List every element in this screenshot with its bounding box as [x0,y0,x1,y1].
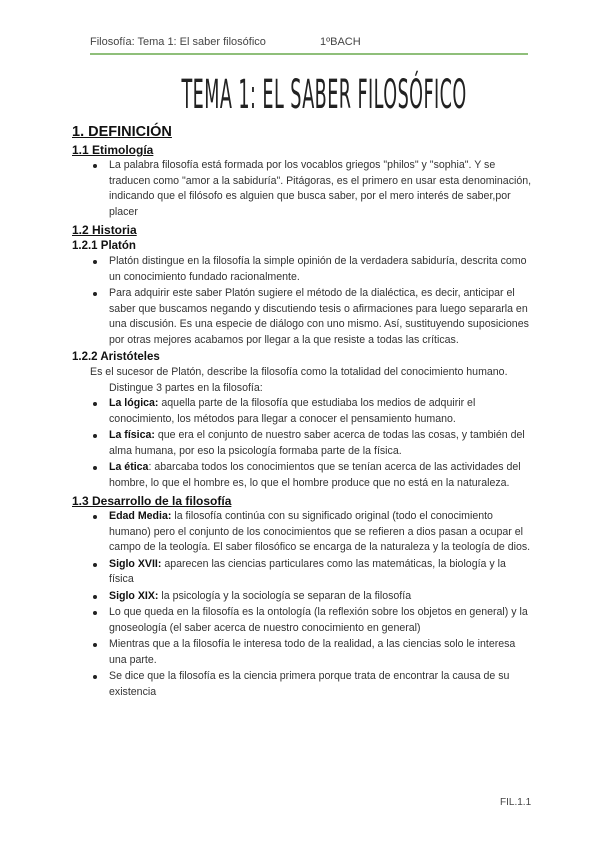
document-title: TEMA 1: EL SABER FILOSÓFICO [181,72,467,118]
subsection-heading-desarrollo: 1.3 Desarrollo de la filosofía [72,494,232,508]
list-item [109,460,532,491]
subsection-heading-aristoteles: 1.2.2 Aristóteles [72,351,160,363]
subsection-heading-platon: 1.2.1 Platón [72,240,136,252]
list-item: Platón distingue en la filosofía la simple opinión de la verdadera sabiduría, descrita como un conocimiento fundado racionalmente. [109,254,532,285]
list-item [109,605,532,636]
term: Siglo XVII: [109,557,162,570]
aristoteles-list [72,396,532,491]
desarrollo-list [72,509,532,700]
header-title: Filosofía: Tema 1: El saber filosófico [90,36,266,48]
page-footer: FIL.1.1 [500,797,532,808]
definition: : abarcaba todos los conocimientos que se tenían acerca de las actividades del hombre, lo que el hombre es, lo que el hombre produce que no está en la naturaleza. [109,461,521,489]
list-item [109,557,532,588]
term: La ética [109,461,149,473]
document-body [72,122,532,701]
list-item [109,396,532,427]
list-item [109,669,532,700]
term: Edad Media: [109,510,172,522]
list-item [109,589,532,605]
definition: Se dice que la filosofía es la ciencia primera porque trata de encontrar la causa de su existencia [109,670,510,698]
term: La lógica: [109,397,159,409]
subsection-heading-historia: 1.2 Historia [72,223,137,237]
section-heading-definicion: 1. DEFINICIÓN [72,124,172,140]
list-item: La palabra filosofía está formada por los vocablos griegos "philos" y "sophia". Y se traducen como "amor a la sabiduría". Pitágoras, es el primero en usar esta denominación, indicando que el filósofo es alguien que busca saber, por el mero interés de saber,por placer [109,158,532,220]
definition: la filosofía continúa con su significado original (todo el conocimiento humano) pero el conjunto de los conocimientos que se refieren a dios pasan a ocupar el campo de la teología. El saber filosófico se encarga de la naturaleza y la teología de dios. [109,510,531,553]
term: La física: [109,429,155,441]
definition: Mientras que a la filosofía le interesa todo de la realidad, a las ciencias solo le interesa una parte. [109,638,516,666]
page-header [90,36,361,48]
definition: Lo que queda en la filosofía es la ontología (la reflexión sobre los objetos en general) y la gnoseología (el saber acerca de nuestro conocimiento en general) [109,606,528,634]
definition: la psicología y la sociología se separan de la filosofía [158,589,412,602]
subsection-heading-etimologia: 1.1 Etimología [72,143,154,157]
definition: aparecen las ciencias particulares como las matemáticas, la biología y la física [109,557,506,585]
definition: que era el conjunto de nuestro saber acerca de todas las cosas, y también del alma humana, por eso la psicología formaba parte de la física. [109,429,525,457]
header-divider [90,53,528,55]
aristoteles-intro: Es el sucesor de Platón, describe la filosofía como la totalidad del conocimiento humano. Distingue 3 partes en la filosofía: [90,366,508,394]
list-item [109,509,532,556]
definition: aquella parte de la filosofía que estudiaba los medios de adquirir el conocimiento, los métodos para llegar a conocer el pensamiento humano. [109,397,476,425]
etimologia-list [72,158,532,220]
term: Siglo XIX: [109,589,159,602]
header-course: 1ºBACH [320,36,361,48]
platon-list [72,254,532,348]
list-item [109,637,532,668]
list-item: Para adquirir este saber Platón sugiere el método de la dialéctica, es decir, anticipar el saber que buscamos negando y discutiendo tesis o afirmaciones para luego separarla en una discusión. Es una especie de diálogo con uno mismo. Así, sustituyendo suposiciones por otras mejores acabamos por llegar a la que resiste a todas las críticas. [109,286,532,348]
list-item [109,428,532,459]
document-title-wrap [0,72,600,118]
